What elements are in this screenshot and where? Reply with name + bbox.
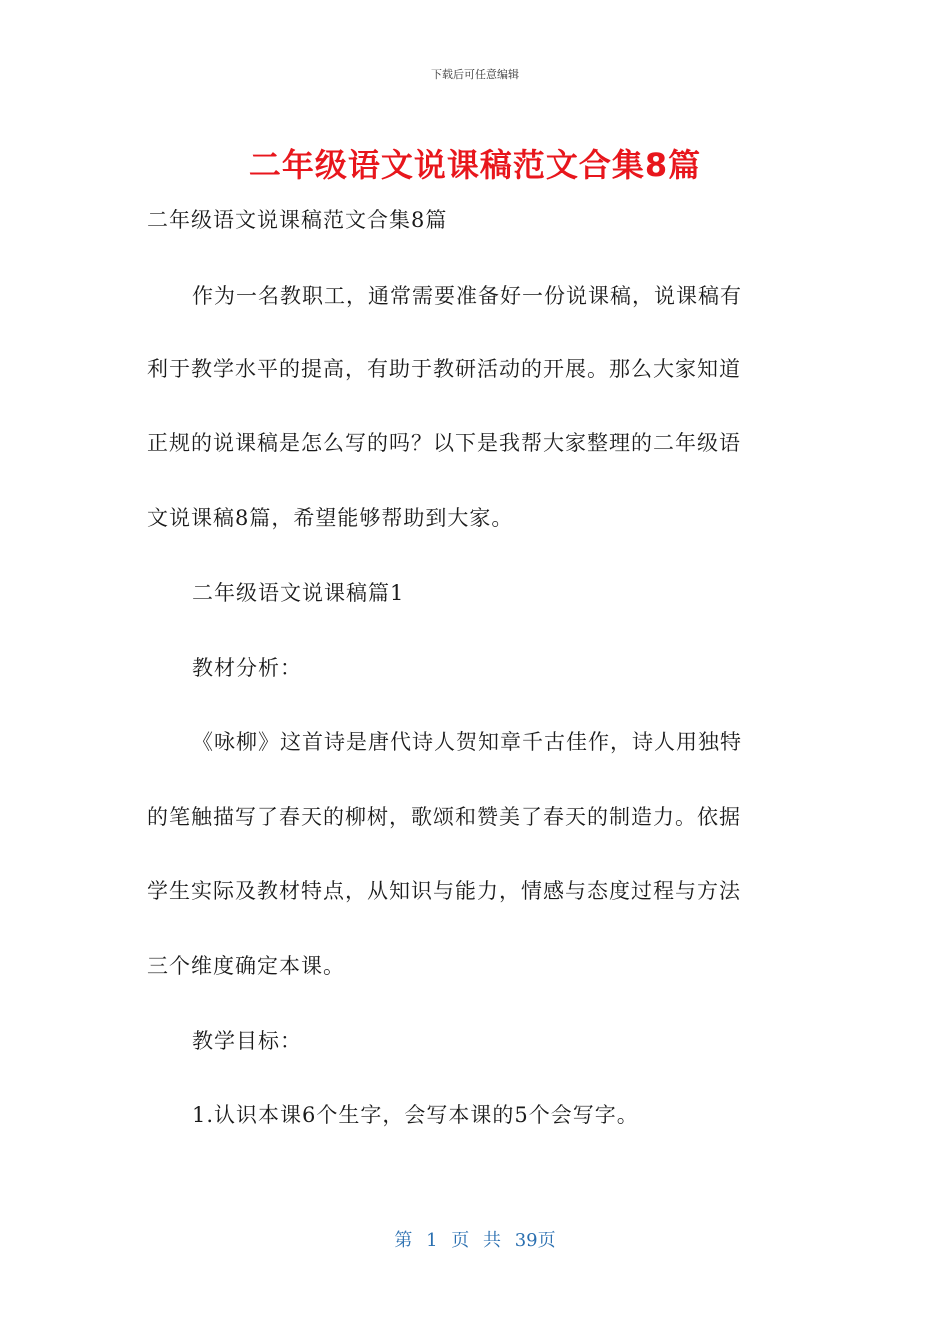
paragraph-line: 作为一名教职工，通常需要准备好一份说课稿，说课稿有 bbox=[192, 284, 742, 308]
footer-label-ye: 页 bbox=[451, 1230, 470, 1251]
document-title: 二年级语文说课稿范文合集8篇 bbox=[248, 146, 702, 184]
header-note: 下载后可任意编辑 bbox=[431, 68, 519, 81]
section-heading: 二年级语文说课稿篇1 bbox=[192, 581, 405, 605]
paragraph-line: 正规的说课稿是怎么写的吗？以下是我帮大家整理的二年级语 bbox=[147, 431, 741, 455]
section-label: 教材分析： bbox=[192, 656, 302, 680]
paragraph-line: 三个维度确定本课。 bbox=[147, 954, 345, 978]
subtitle-line: 二年级语文说课稿范文合集8篇 bbox=[147, 208, 448, 232]
page-footer bbox=[0, 1226, 950, 1252]
paragraph-line: 利于教学水平的提高，有助于教研活动的开展。那么大家知道 bbox=[147, 357, 741, 381]
paragraph-line: 的笔触描写了春天的柳树，歌颂和赞美了春天的制造力。依据 bbox=[147, 805, 741, 829]
paragraph-line: 《咏柳》这首诗是唐代诗人贺知章千古佳作，诗人用独特 bbox=[192, 730, 742, 754]
list-item: 1.认识本课6个生字，会写本课的5个会写字。 bbox=[192, 1103, 639, 1127]
footer-total-pages: 39页 bbox=[514, 1230, 556, 1251]
footer-label-gong: 共 bbox=[483, 1230, 501, 1251]
footer-label-di: 第 bbox=[394, 1230, 413, 1251]
paragraph-line: 学生实际及教材特点，从知识与能力，情感与态度过程与方法 bbox=[147, 879, 741, 903]
footer-current-page: 1 bbox=[426, 1230, 438, 1251]
section-label: 教学目标： bbox=[192, 1029, 302, 1053]
paragraph-line: 文说课稿8篇，希望能够帮助到大家。 bbox=[147, 506, 514, 530]
